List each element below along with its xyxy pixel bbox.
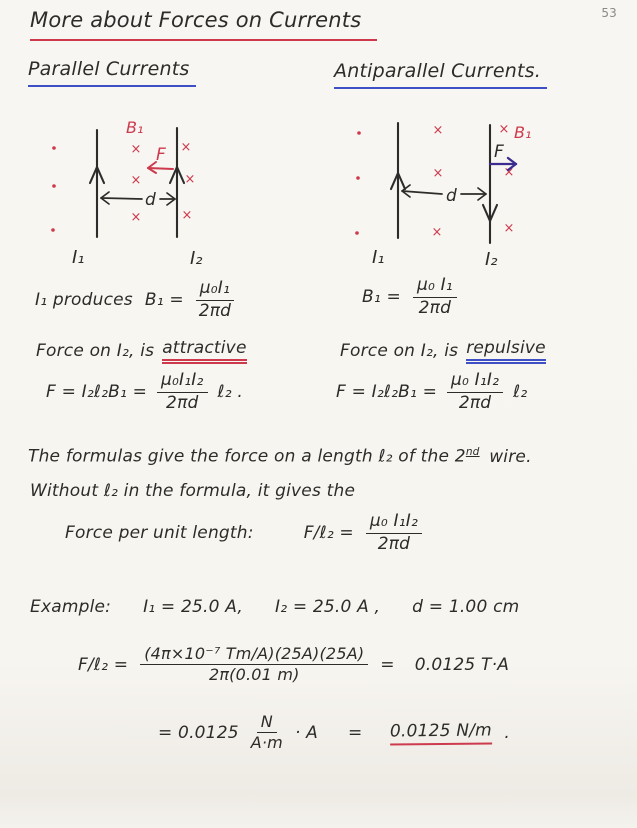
- fraction-denominator: 2πd: [418, 297, 452, 318]
- example-final-line: [158, 713, 510, 753]
- paragraph-line-1-end: wire.: [489, 446, 532, 467]
- field-out-dot: [355, 231, 359, 235]
- final-period: .: [504, 722, 510, 743]
- fraction-numerator: μ₀ I₁: [413, 276, 457, 298]
- field-out-dot: [52, 146, 56, 150]
- fraction-denominator: 2π(0.01 m): [208, 665, 300, 685]
- fraction-numerator: N: [257, 713, 277, 733]
- field-in-x: ×: [431, 225, 443, 240]
- calc-result-ta: 0.0125 T·A: [414, 654, 510, 675]
- current-1-label: I₁: [72, 247, 85, 268]
- field-out-dot: [357, 131, 361, 135]
- force-word-repulsive: repulsive: [466, 338, 546, 364]
- force-text: Force on I₂, is: [36, 341, 155, 361]
- d-label: d: [446, 186, 457, 206]
- example-current-1: I₁ = 25.0 A,: [143, 597, 243, 617]
- antiparallel-force-equation: [336, 371, 527, 413]
- fraction-denominator: 2πd: [166, 392, 199, 413]
- field-in-x: ×: [130, 210, 142, 225]
- paragraph-line-2: Without ℓ₂ in the formula, it gives the: [30, 481, 356, 501]
- unit-fraction: [251, 713, 283, 753]
- d-dimension-line-left: [402, 191, 442, 194]
- f-fraction: [157, 371, 208, 413]
- example-label: Example:: [30, 597, 112, 617]
- parallel-force-line: [36, 338, 247, 364]
- f-equation-tail: ℓ₂: [513, 382, 528, 403]
- field-in-x: ×: [503, 221, 515, 236]
- paragraph-line-1-text: The formulas give the force on a length ℓ₂ of the 2: [28, 446, 466, 467]
- b1-field-label: B₁: [514, 123, 532, 142]
- b1-fraction: [413, 276, 457, 318]
- field-in-x: ×: [503, 165, 515, 180]
- parallel-b1-line: [35, 279, 234, 321]
- heading-antiparallel: Antiparallel Currents.: [334, 60, 547, 89]
- fraction-denominator: 2πd: [377, 533, 411, 554]
- page-title: More about Forces on Currents: [30, 8, 377, 41]
- ordinal-superscript: nd: [465, 446, 480, 458]
- fraction-denominator: 2πd: [198, 300, 232, 321]
- current-1-label: I₁: [372, 247, 385, 268]
- field-in-x: ×: [184, 172, 196, 187]
- b1-equation-lhs: B₁ =: [144, 290, 184, 311]
- field-in-x: ×: [130, 142, 142, 157]
- field-out-dot: [51, 228, 55, 232]
- example-givens-line: [30, 597, 519, 617]
- f-fraction: [447, 371, 503, 413]
- fraction-numerator: μ₀ I₁I₂: [447, 371, 503, 393]
- f-equation-lhs: F = I₂ℓ₂B₁ =: [46, 382, 148, 403]
- d-label: d: [145, 190, 156, 210]
- times-ampere: · A: [294, 722, 318, 743]
- final-equals-value: = 0.0125: [158, 722, 239, 743]
- field-in-x: ×: [180, 140, 192, 155]
- example-current-2: I₂ = 25.0 A ,: [274, 597, 381, 617]
- force-text: Force on I₂, is: [340, 341, 459, 361]
- force-word-attractive: attractive: [162, 338, 246, 364]
- field-in-x: ×: [181, 208, 193, 223]
- fraction-denominator: A·m: [250, 733, 283, 753]
- field-in-x: ×: [130, 173, 142, 188]
- fraction-numerator: (4π×10⁻⁷ Tm/A)(25A)(25A): [140, 645, 368, 665]
- current-2-label: I₂: [190, 248, 203, 269]
- field-in-x: ×: [432, 166, 444, 181]
- parallel-currents-diagram: [30, 103, 310, 268]
- field-out-dot: [52, 184, 56, 188]
- f-per-l-fraction: [366, 512, 422, 554]
- calc-fraction: [140, 645, 368, 685]
- f-per-l-lhs: F/ℓ₂ =: [303, 523, 354, 544]
- field-out-dot: [356, 176, 360, 180]
- b1-equation-lhs: B₁ =: [362, 287, 401, 308]
- page-number: 53: [601, 6, 617, 20]
- antiparallel-b1-line: [362, 276, 457, 318]
- parallel-force-equation: [46, 371, 243, 413]
- force-per-unit-length-label: Force per unit length:: [65, 523, 254, 544]
- example-distance: d = 1.00 cm: [412, 597, 520, 617]
- final-result: 0.0125 N/m: [390, 720, 492, 745]
- b1-field-label: B₁: [126, 118, 144, 137]
- calc-lhs: F/ℓ₂ =: [78, 654, 129, 675]
- fraction-numerator: μ₀I₁I₂: [157, 371, 208, 393]
- fraction-numerator: μ₀I₁: [196, 279, 234, 301]
- f-equation-tail: ℓ₂ .: [217, 382, 243, 403]
- field-in-x: ×: [498, 122, 510, 137]
- paragraph-line-1: [28, 446, 532, 467]
- fraction-numerator: μ₀ I₁I₂: [366, 512, 422, 534]
- field-in-x: ×: [432, 123, 444, 138]
- antiparallel-force-line: [340, 338, 546, 364]
- calc-equals: =: [380, 654, 395, 675]
- final-equals: =: [348, 722, 363, 743]
- b1-fraction: [196, 279, 234, 321]
- force-label: F: [156, 145, 166, 165]
- force-arrow-left: [148, 168, 173, 169]
- produces-text: I₁ produces: [35, 290, 133, 311]
- current-2-label: I₂: [485, 249, 498, 270]
- force-per-unit-length-line: [65, 512, 422, 554]
- heading-parallel: Parallel Currents: [28, 58, 196, 87]
- force-label: F: [494, 142, 504, 162]
- fraction-denominator: 2πd: [458, 392, 492, 413]
- antiparallel-currents-diagram: [330, 103, 610, 268]
- f-equation-lhs: F = I₂ℓ₂B₁ =: [336, 382, 438, 403]
- example-calculation-line: [78, 645, 509, 685]
- d-dimension-line-left: [101, 198, 142, 199]
